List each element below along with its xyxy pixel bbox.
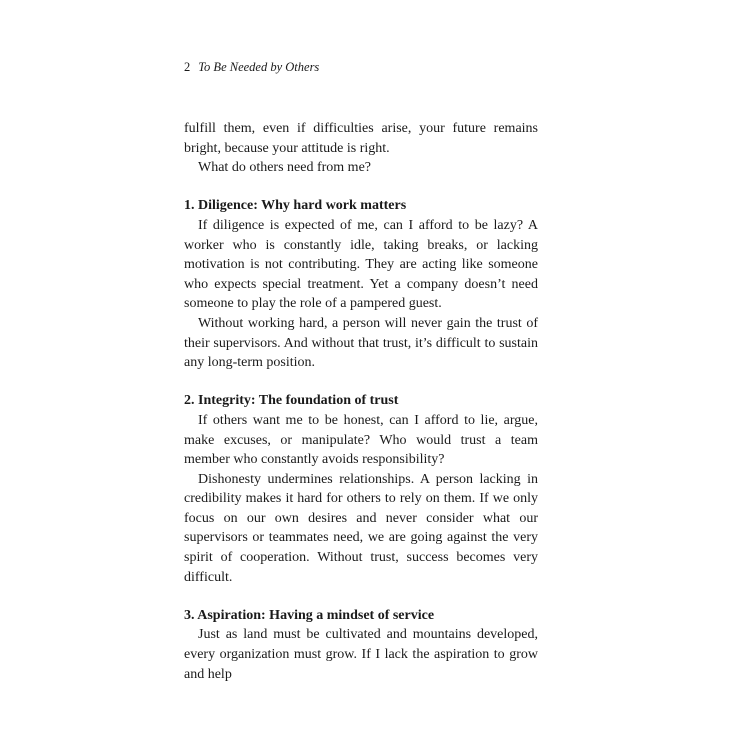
section-gap <box>184 373 538 392</box>
intro-question: What do others need from me? <box>198 160 371 176</box>
integrity-paragraph-2: Dishonesty undermines relationships. A person lacking in credibility makes it hard for others to rely on them. If we only focus on our own desires and never consider what our supervisors or teammates need, we are going against the very spirit of cooperation. Without trust, success becomes very difficult. <box>184 471 538 585</box>
section-heading-aspiration: 3. Aspiration: Having a mindset of service <box>184 607 435 623</box>
body-text <box>184 119 538 684</box>
section-heading-diligence: 1. Diligence: Why hard work matters <box>184 198 407 214</box>
aspiration-paragraph-1: Just as land must be cultivated and mountains developed, every organization must grow. If I lack the aspiration to grow and help <box>184 627 538 682</box>
section-gap <box>184 587 538 606</box>
running-head-title: To Be Needed by Others <box>198 60 320 74</box>
page-number: 2 <box>184 60 191 74</box>
running-head <box>184 60 319 75</box>
diligence-paragraph-1: If diligence is expected of me, can I afford to be lazy? A worker who is constantly idle, taking breaks, or lacking motivation is not contributing. They are acting like someone who expects special treatment. Yet a company doesn’t need someone to play the role of a pampered guest. <box>184 217 538 312</box>
section-gap <box>184 178 538 197</box>
diligence-paragraph-2: Without working hard, a person will never gain the trust of their supervisors. And without that trust, it’s difficult to sustain any long-term position. <box>184 315 538 371</box>
intro-continuation: fulfill them, even if difficulties arise, your future remains bright, because your attitude is right. <box>184 121 538 156</box>
integrity-paragraph-1: If others want me to be honest, can I afford to lie, argue, make excuses, or manipulate? Who would trust a team member who constantly avoids responsibility? <box>184 412 538 468</box>
section-heading-integrity: 2. Integrity: The foundation of trust <box>184 393 399 409</box>
